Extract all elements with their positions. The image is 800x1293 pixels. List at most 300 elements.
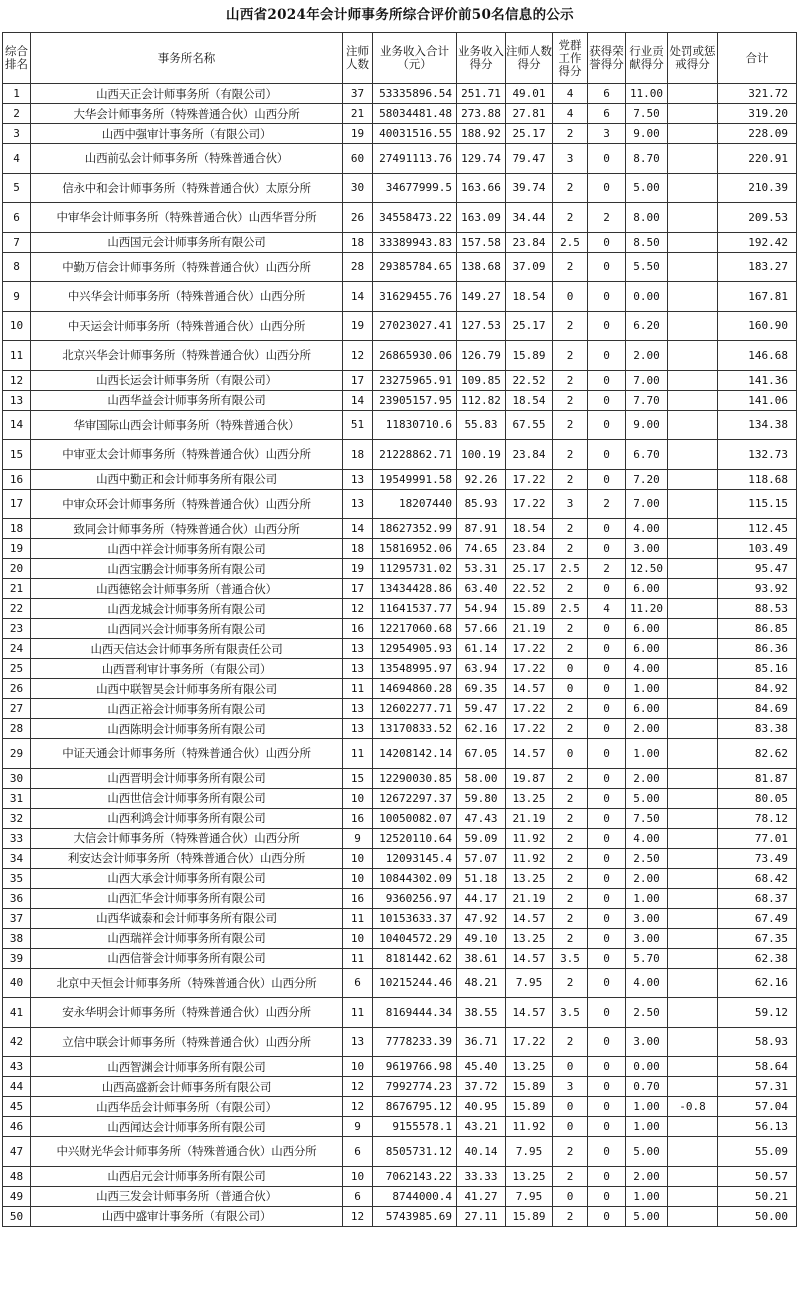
cell-penalty-score — [668, 124, 718, 144]
cell-revenue: 13434428.86 — [373, 579, 457, 599]
cell-penalty-score — [668, 579, 718, 599]
cell-revenue: 12520110.64 — [373, 828, 457, 848]
cell-revenue: 14208142.14 — [373, 739, 457, 769]
cell-rank: 24 — [3, 639, 31, 659]
cell-revenue: 9360256.97 — [373, 888, 457, 908]
cell-rank: 42 — [3, 1027, 31, 1057]
cell-revenue: 7992774.23 — [373, 1077, 457, 1097]
cell-contribution-score: 6.70 — [626, 440, 668, 470]
cell-name: 山西德铭会计师事务所（普通合伙） — [31, 579, 343, 599]
cell-party-score: 0 — [553, 739, 588, 769]
cell-cpas: 19 — [343, 311, 373, 341]
cell-penalty-score — [668, 84, 718, 104]
cell-party-score: 2 — [553, 124, 588, 144]
cell-revenue-score: 37.72 — [457, 1077, 506, 1097]
cell-penalty-score — [668, 828, 718, 848]
cell-cpas: 18 — [343, 440, 373, 470]
cell-cpa-score: 67.55 — [506, 410, 553, 440]
cell-name: 山西晋利审计事务所（有限公司） — [31, 659, 343, 679]
cell-cpa-score: 13.25 — [506, 868, 553, 888]
table-row — [3, 699, 797, 719]
cell-rank: 34 — [3, 848, 31, 868]
cell-cpa-score: 14.57 — [506, 948, 553, 968]
cell-revenue: 12954905.93 — [373, 639, 457, 659]
table-row — [3, 948, 797, 968]
cell-honor-score: 0 — [588, 619, 626, 639]
cell-total: 56.13 — [718, 1117, 797, 1137]
header-honor-score: 获得荣誉得分 — [588, 33, 626, 84]
cell-penalty-score — [668, 1077, 718, 1097]
cell-party-score: 2 — [553, 1206, 588, 1226]
cell-honor-score: 6 — [588, 84, 626, 104]
table-row — [3, 599, 797, 619]
cell-revenue-score: 53.31 — [457, 559, 506, 579]
cell-honor-score: 0 — [588, 848, 626, 868]
cell-honor-score: 2 — [588, 559, 626, 579]
cell-revenue: 10050082.07 — [373, 808, 457, 828]
cell-cpa-score: 19.87 — [506, 768, 553, 788]
cell-total: 58.93 — [718, 1027, 797, 1057]
cell-contribution-score: 7.20 — [626, 469, 668, 489]
cell-revenue-score: 47.92 — [457, 908, 506, 928]
cell-party-score: 2 — [553, 828, 588, 848]
cell-revenue: 8181442.62 — [373, 948, 457, 968]
cell-revenue-score: 251.71 — [457, 84, 506, 104]
cell-total: 57.04 — [718, 1097, 797, 1117]
cell-party-score: 2 — [553, 848, 588, 868]
cell-revenue: 58034481.48 — [373, 104, 457, 124]
cell-cpas: 12 — [343, 1097, 373, 1117]
cell-rank: 43 — [3, 1057, 31, 1077]
cell-penalty-score — [668, 232, 718, 252]
table-row — [3, 908, 797, 928]
cell-party-score: 2 — [553, 440, 588, 470]
cell-name: 中审众环会计师事务所（特殊普通合伙）山西分所 — [31, 489, 343, 519]
cell-revenue-score: 157.58 — [457, 232, 506, 252]
cell-contribution-score: 1.00 — [626, 1097, 668, 1117]
cell-rank: 5 — [3, 173, 31, 203]
table-row — [3, 928, 797, 948]
cell-revenue: 29385784.65 — [373, 252, 457, 282]
cell-name: 山西正裕会计师事务所有限公司 — [31, 699, 343, 719]
cell-cpas: 51 — [343, 410, 373, 440]
cell-rank: 17 — [3, 489, 31, 519]
cell-party-score: 3 — [553, 1077, 588, 1097]
cell-revenue-score: 92.26 — [457, 469, 506, 489]
cell-cpas: 26 — [343, 203, 373, 233]
cell-honor-score: 0 — [588, 469, 626, 489]
cell-revenue: 10153633.37 — [373, 908, 457, 928]
cell-name: 山西陈明会计师事务所有限公司 — [31, 719, 343, 739]
cell-revenue-score: 62.16 — [457, 719, 506, 739]
cell-total: 73.49 — [718, 848, 797, 868]
cell-total: 80.05 — [718, 788, 797, 808]
table-row — [3, 469, 797, 489]
cell-revenue-score: 126.79 — [457, 341, 506, 371]
cell-penalty-score — [668, 998, 718, 1028]
cell-penalty-score — [668, 489, 718, 519]
cell-party-score: 2 — [553, 868, 588, 888]
cell-honor-score: 0 — [588, 390, 626, 410]
cell-penalty-score — [668, 928, 718, 948]
cell-penalty-score — [668, 390, 718, 410]
header-contribution-score: 行业贡献得分 — [626, 33, 668, 84]
cell-cpa-score: 18.54 — [506, 282, 553, 312]
cell-rank: 44 — [3, 1077, 31, 1097]
cell-revenue-score: 163.66 — [457, 173, 506, 203]
cell-revenue: 53335896.54 — [373, 84, 457, 104]
cell-party-score: 0 — [553, 1097, 588, 1117]
header-rank: 综合排名 — [3, 33, 31, 84]
table-row — [3, 252, 797, 282]
cell-honor-score: 0 — [588, 173, 626, 203]
cell-cpa-score: 23.84 — [506, 539, 553, 559]
cell-name: 山西华诚泰和会计师事务所有限公司 — [31, 908, 343, 928]
cell-cpas: 19 — [343, 559, 373, 579]
cell-revenue: 12217060.68 — [373, 619, 457, 639]
cell-rank: 15 — [3, 440, 31, 470]
cell-party-score: 2 — [553, 390, 588, 410]
cell-revenue: 8676795.12 — [373, 1097, 457, 1117]
header-cpas: 注师人数 — [343, 33, 373, 84]
cell-name: 山西高盛新会计师事务所有限公司 — [31, 1077, 343, 1097]
cell-revenue-score: 59.47 — [457, 699, 506, 719]
cell-contribution-score: 3.00 — [626, 928, 668, 948]
cell-revenue-score: 27.11 — [457, 1206, 506, 1226]
cell-penalty-score — [668, 908, 718, 928]
cell-cpas: 6 — [343, 968, 373, 998]
cell-honor-score: 0 — [588, 928, 626, 948]
cell-revenue: 12093145.4 — [373, 848, 457, 868]
cell-total: 115.15 — [718, 489, 797, 519]
cell-penalty-score — [668, 888, 718, 908]
table-row — [3, 639, 797, 659]
cell-revenue: 11641537.77 — [373, 599, 457, 619]
cell-cpas: 10 — [343, 848, 373, 868]
cell-total: 68.37 — [718, 888, 797, 908]
cell-revenue-score: 273.88 — [457, 104, 506, 124]
cell-party-score: 3.5 — [553, 998, 588, 1028]
cell-cpas: 6 — [343, 1186, 373, 1206]
cell-name: 立信中联会计师事务所（特殊普通合伙）山西分所 — [31, 1027, 343, 1057]
cell-rank: 1 — [3, 84, 31, 104]
cell-name: 山西宝鹏会计师事务所有限公司 — [31, 559, 343, 579]
cell-penalty-score — [668, 808, 718, 828]
table-row — [3, 808, 797, 828]
cell-revenue: 10215244.46 — [373, 968, 457, 998]
cell-contribution-score: 5.00 — [626, 173, 668, 203]
cell-revenue-score: 49.10 — [457, 928, 506, 948]
cell-honor-score: 0 — [588, 144, 626, 174]
cell-penalty-score — [668, 440, 718, 470]
cell-rank: 21 — [3, 579, 31, 599]
cell-contribution-score: 2.50 — [626, 848, 668, 868]
cell-contribution-score: 4.00 — [626, 968, 668, 998]
cell-revenue-score: 40.14 — [457, 1137, 506, 1167]
cell-revenue-score: 38.61 — [457, 948, 506, 968]
cell-revenue: 8744000.4 — [373, 1186, 457, 1206]
cell-revenue: 11830710.6 — [373, 410, 457, 440]
cell-revenue: 19549991.58 — [373, 469, 457, 489]
cell-revenue-score: 87.91 — [457, 519, 506, 539]
table-row — [3, 124, 797, 144]
cell-rank: 19 — [3, 539, 31, 559]
cell-honor-score: 0 — [588, 639, 626, 659]
cell-revenue: 10404572.29 — [373, 928, 457, 948]
cell-revenue: 8505731.12 — [373, 1137, 457, 1167]
cell-rank: 37 — [3, 908, 31, 928]
cell-penalty-score — [668, 848, 718, 868]
cell-rank: 45 — [3, 1097, 31, 1117]
cell-honor-score: 0 — [588, 579, 626, 599]
cell-contribution-score: 4.00 — [626, 828, 668, 848]
cell-revenue-score: 57.07 — [457, 848, 506, 868]
cell-cpa-score: 37.09 — [506, 252, 553, 282]
cell-revenue: 7778233.39 — [373, 1027, 457, 1057]
cell-name: 山西中联智昊会计师事务所有限公司 — [31, 679, 343, 699]
cell-penalty-score — [668, 719, 718, 739]
cell-revenue-score: 59.80 — [457, 788, 506, 808]
cell-honor-score: 0 — [588, 768, 626, 788]
cell-party-score: 2 — [553, 370, 588, 390]
cell-honor-score: 0 — [588, 1097, 626, 1117]
cell-cpa-score: 13.25 — [506, 928, 553, 948]
cell-cpas: 11 — [343, 679, 373, 699]
cell-name: 利安达会计师事务所（特殊普通合伙）山西分所 — [31, 848, 343, 868]
cell-honor-score: 0 — [588, 232, 626, 252]
cell-cpas: 10 — [343, 1057, 373, 1077]
cell-contribution-score: 4.00 — [626, 519, 668, 539]
cell-party-score: 2 — [553, 699, 588, 719]
cell-revenue-score: 59.09 — [457, 828, 506, 848]
cell-penalty-score — [668, 868, 718, 888]
cell-penalty-score — [668, 410, 718, 440]
cell-total: 82.62 — [718, 739, 797, 769]
cell-honor-score: 6 — [588, 104, 626, 124]
table-row — [3, 788, 797, 808]
cell-party-score: 2 — [553, 768, 588, 788]
cell-rank: 20 — [3, 559, 31, 579]
table-row — [3, 828, 797, 848]
cell-party-score: 3 — [553, 144, 588, 174]
table-row — [3, 848, 797, 868]
cell-contribution-score: 8.70 — [626, 144, 668, 174]
cell-honor-score: 0 — [588, 788, 626, 808]
cell-party-score: 0 — [553, 1057, 588, 1077]
cell-name: 致同会计师事务所（特殊普通合伙）山西分所 — [31, 519, 343, 539]
table-row — [3, 104, 797, 124]
cell-contribution-score: 7.00 — [626, 370, 668, 390]
cell-penalty-score — [668, 599, 718, 619]
cell-contribution-score: 12.50 — [626, 559, 668, 579]
cell-contribution-score: 4.00 — [626, 659, 668, 679]
cell-revenue: 26865930.06 — [373, 341, 457, 371]
cell-cpa-score: 17.22 — [506, 1027, 553, 1057]
cell-cpa-score: 18.54 — [506, 390, 553, 410]
cell-party-score: 3 — [553, 489, 588, 519]
cell-revenue-score: 149.27 — [457, 282, 506, 312]
cell-rank: 23 — [3, 619, 31, 639]
cell-revenue-score: 67.05 — [457, 739, 506, 769]
cell-contribution-score: 5.00 — [626, 1206, 668, 1226]
cell-rank: 25 — [3, 659, 31, 679]
cell-name: 山西长运会计师事务所（有限公司） — [31, 370, 343, 390]
cell-cpa-score: 34.44 — [506, 203, 553, 233]
cell-cpa-score: 15.89 — [506, 1206, 553, 1226]
cell-total: 141.06 — [718, 390, 797, 410]
ranking-table — [2, 32, 797, 1227]
cell-penalty-score: -0.8 — [668, 1097, 718, 1117]
cell-honor-score: 0 — [588, 370, 626, 390]
header-party-score: 党群工作得分 — [553, 33, 588, 84]
cell-honor-score: 0 — [588, 998, 626, 1028]
cell-rank: 28 — [3, 719, 31, 739]
cell-total: 50.21 — [718, 1186, 797, 1206]
header-total: 合计 — [718, 33, 797, 84]
cell-honor-score: 0 — [588, 968, 626, 998]
cell-contribution-score: 1.00 — [626, 1117, 668, 1137]
cell-cpas: 10 — [343, 868, 373, 888]
cell-party-score: 2 — [553, 519, 588, 539]
page-title: 山西省2024年会计师事务所综合评价前50名信息的公示 — [226, 7, 574, 23]
cell-revenue: 27023027.41 — [373, 311, 457, 341]
cell-rank: 18 — [3, 519, 31, 539]
cell-name: 山西晋明会计师事务所有限公司 — [31, 768, 343, 788]
table-row — [3, 768, 797, 788]
cell-honor-score: 0 — [588, 410, 626, 440]
cell-total: 146.68 — [718, 341, 797, 371]
cell-party-score: 2 — [553, 968, 588, 998]
cell-cpa-score: 15.89 — [506, 599, 553, 619]
cell-penalty-score — [668, 252, 718, 282]
cell-total: 86.36 — [718, 639, 797, 659]
cell-rank: 49 — [3, 1186, 31, 1206]
table-row — [3, 539, 797, 559]
cell-cpa-score: 17.22 — [506, 659, 553, 679]
table-row — [3, 888, 797, 908]
cell-penalty-score — [668, 1206, 718, 1226]
cell-revenue: 9619766.98 — [373, 1057, 457, 1077]
cell-cpa-score: 7.95 — [506, 968, 553, 998]
cell-revenue-score: 74.65 — [457, 539, 506, 559]
cell-contribution-score: 1.00 — [626, 679, 668, 699]
cell-total: 77.01 — [718, 828, 797, 848]
table-row — [3, 998, 797, 1028]
cell-party-score: 2 — [553, 1027, 588, 1057]
cell-total: 59.12 — [718, 998, 797, 1028]
cell-total: 95.47 — [718, 559, 797, 579]
cell-honor-score: 3 — [588, 124, 626, 144]
table-row — [3, 203, 797, 233]
cell-revenue-score: 55.83 — [457, 410, 506, 440]
cell-contribution-score: 7.00 — [626, 489, 668, 519]
cell-cpa-score: 18.54 — [506, 519, 553, 539]
cell-total: 141.36 — [718, 370, 797, 390]
cell-revenue-score: 38.55 — [457, 998, 506, 1028]
cell-revenue-score: 100.19 — [457, 440, 506, 470]
cell-total: 93.92 — [718, 579, 797, 599]
cell-rank: 22 — [3, 599, 31, 619]
cell-cpa-score: 13.25 — [506, 1166, 553, 1186]
cell-honor-score: 0 — [588, 888, 626, 908]
cell-penalty-score — [668, 469, 718, 489]
cell-party-score: 2 — [553, 410, 588, 440]
cell-honor-score: 0 — [588, 659, 626, 679]
table-row — [3, 173, 797, 203]
cell-cpa-score: 14.57 — [506, 679, 553, 699]
table-row — [3, 370, 797, 390]
cell-penalty-score — [668, 788, 718, 808]
cell-contribution-score: 6.00 — [626, 619, 668, 639]
cell-penalty-score — [668, 144, 718, 174]
cell-honor-score: 2 — [588, 489, 626, 519]
cell-contribution-score: 2.00 — [626, 341, 668, 371]
cell-name: 山西智渊会计师事务所有限公司 — [31, 1057, 343, 1077]
cell-name: 中兴财光华会计师事务所（特殊普通合伙）山西分所 — [31, 1137, 343, 1167]
cell-revenue-score: 69.35 — [457, 679, 506, 699]
cell-honor-score: 0 — [588, 808, 626, 828]
cell-total: 319.20 — [718, 104, 797, 124]
cell-revenue: 33389943.83 — [373, 232, 457, 252]
cell-total: 83.38 — [718, 719, 797, 739]
cell-rank: 8 — [3, 252, 31, 282]
cell-cpas: 28 — [343, 252, 373, 282]
cell-rank: 48 — [3, 1166, 31, 1186]
cell-cpas: 9 — [343, 828, 373, 848]
cell-penalty-score — [668, 639, 718, 659]
cell-cpas: 13 — [343, 1027, 373, 1057]
cell-penalty-score — [668, 559, 718, 579]
table-row — [3, 619, 797, 639]
cell-penalty-score — [668, 539, 718, 559]
table-row — [3, 1186, 797, 1206]
cell-revenue: 23275965.91 — [373, 370, 457, 390]
cell-total: 228.09 — [718, 124, 797, 144]
cell-total: 210.39 — [718, 173, 797, 203]
cell-name: 中天运会计师事务所（特殊普通合伙）山西分所 — [31, 311, 343, 341]
cell-name: 中勤万信会计师事务所（特殊普通合伙）山西分所 — [31, 252, 343, 282]
cell-name: 山西天信达会计师事务所有限责任公司 — [31, 639, 343, 659]
cell-party-score: 2 — [553, 908, 588, 928]
cell-cpa-score: 17.22 — [506, 489, 553, 519]
cell-rank: 38 — [3, 928, 31, 948]
cell-name: 山西三发会计师事务所（普通合伙） — [31, 1186, 343, 1206]
cell-cpa-score: 11.92 — [506, 1117, 553, 1137]
cell-penalty-score — [668, 1137, 718, 1167]
cell-cpa-score: 13.25 — [506, 788, 553, 808]
cell-revenue: 8169444.34 — [373, 998, 457, 1028]
cell-honor-score: 0 — [588, 699, 626, 719]
cell-cpas: 11 — [343, 948, 373, 968]
cell-penalty-score — [668, 619, 718, 639]
cell-contribution-score: 5.50 — [626, 252, 668, 282]
cell-cpas: 14 — [343, 390, 373, 410]
cell-rank: 47 — [3, 1137, 31, 1167]
cell-honor-score: 0 — [588, 868, 626, 888]
cell-cpas: 12 — [343, 341, 373, 371]
cell-contribution-score: 6.00 — [626, 699, 668, 719]
cell-cpas: 16 — [343, 888, 373, 908]
cell-party-score: 0 — [553, 1186, 588, 1206]
cell-total: 85.16 — [718, 659, 797, 679]
cell-rank: 33 — [3, 828, 31, 848]
cell-cpas: 18 — [343, 232, 373, 252]
cell-party-score: 2 — [553, 928, 588, 948]
table-row — [3, 719, 797, 739]
cell-party-score: 0 — [553, 679, 588, 699]
cell-name: 山西信誉会计师事务所有限公司 — [31, 948, 343, 968]
cell-cpas: 10 — [343, 1166, 373, 1186]
